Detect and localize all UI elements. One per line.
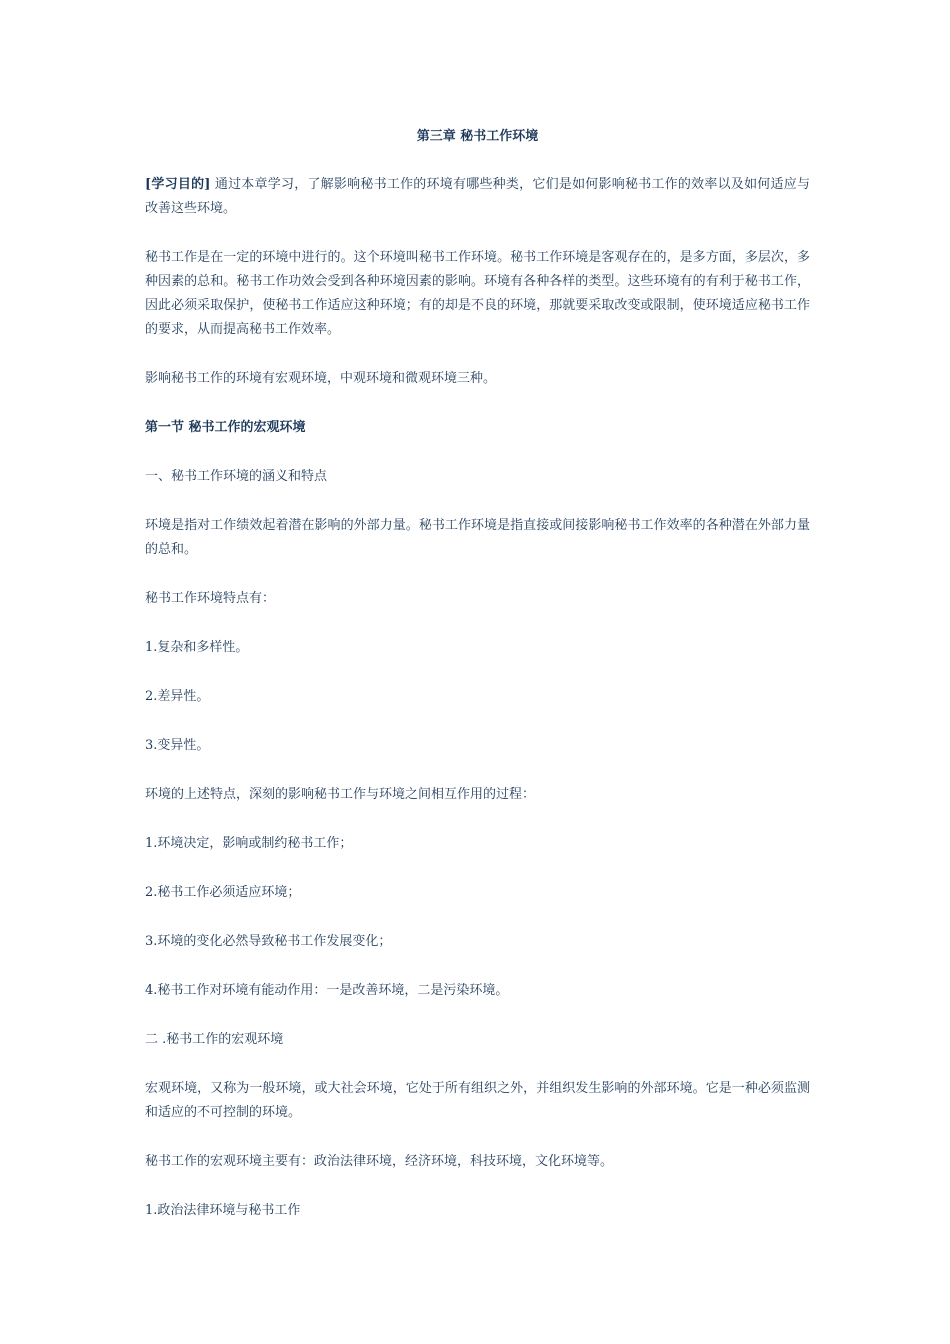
- learning-objective-paragraph: [145, 173, 810, 221]
- macro-environment-paragraph: 宏观环境，又称为一般环境，或大社会环境，它处于所有组织之外，并组织发生影响的外部环境。它是一种必须监测和适应的不可控制的环境。: [145, 1081, 810, 1120]
- chapter-title: 第三章 秘书工作环境: [416, 129, 539, 144]
- effect-item-1: 1.环境决定，影响或制约秘书工作；: [145, 836, 353, 851]
- learning-objective-label: [学习目的]: [145, 177, 211, 192]
- macro-environment-types-paragraph: 秘书工作的宏观环境主要有：政治法律环境，经济环境，科技环境，文化环境等。: [145, 1154, 614, 1169]
- effect-item-2: 2.秘书工作必须适应环境；: [145, 885, 301, 900]
- characteristic-item-1: 1.复杂和多样性。: [145, 640, 249, 655]
- learning-objective-text: 通过本章学习，了解影响秘书工作的环境有哪些种类，它们是如何影响秘书工作的效率以及如何适应与改善这些环境。: [145, 177, 810, 216]
- definition-paragraph: 环境是指对工作绩效起着潜在影响的外部力量。秘书工作环境是指直接或间接影响秘书工作效率的各种潜在外部力量的总和。: [145, 518, 810, 557]
- characteristic-item-2: 2.差异性。: [145, 689, 210, 704]
- document-body: [145, 126, 810, 1248]
- section-heading: 第一节 秘书工作的宏观环境: [145, 420, 306, 435]
- political-legal-heading: 1.政治法律环境与秘书工作: [145, 1203, 301, 1218]
- characteristic-item-3: 3.变异性。: [145, 738, 210, 753]
- intro-paragraph: 秘书工作是在一定的环境中进行的。这个环境叫秘书工作环境。秘书工作环境是客观存在的，是多方面，多层次，多种因素的总和。秘书工作功效会受到各种环境因素的影响。环境有各种各样的类型。这些环境有的有利于秘书工作，因此必须采取保护，使秘书工作适应这种环境；有的却是不良的环境，那就要采取改变或限制，使环境适应秘书工作的要求，从而提高秘书工作效率。: [145, 250, 810, 337]
- subsection-heading-1: 一、秘书工作环境的涵义和特点: [145, 469, 328, 484]
- effect-item-4: 4.秘书工作对环境有能动作用：一是改善环境，二是污染环境。: [145, 983, 509, 998]
- effects-intro: 环境的上述特点，深刻的影响秘书工作与环境之间相互作用的过程：: [145, 787, 536, 802]
- environment-types-paragraph: 影响秘书工作的环境有宏观环境，中观环境和微观环境三种。: [145, 371, 497, 386]
- subsection-heading-2: 二 .秘书工作的宏观环境: [145, 1032, 284, 1047]
- effect-item-3: 3.环境的变化必然导致秘书工作发展变化；: [145, 934, 392, 949]
- characteristics-intro: 秘书工作环境特点有：: [145, 591, 276, 606]
